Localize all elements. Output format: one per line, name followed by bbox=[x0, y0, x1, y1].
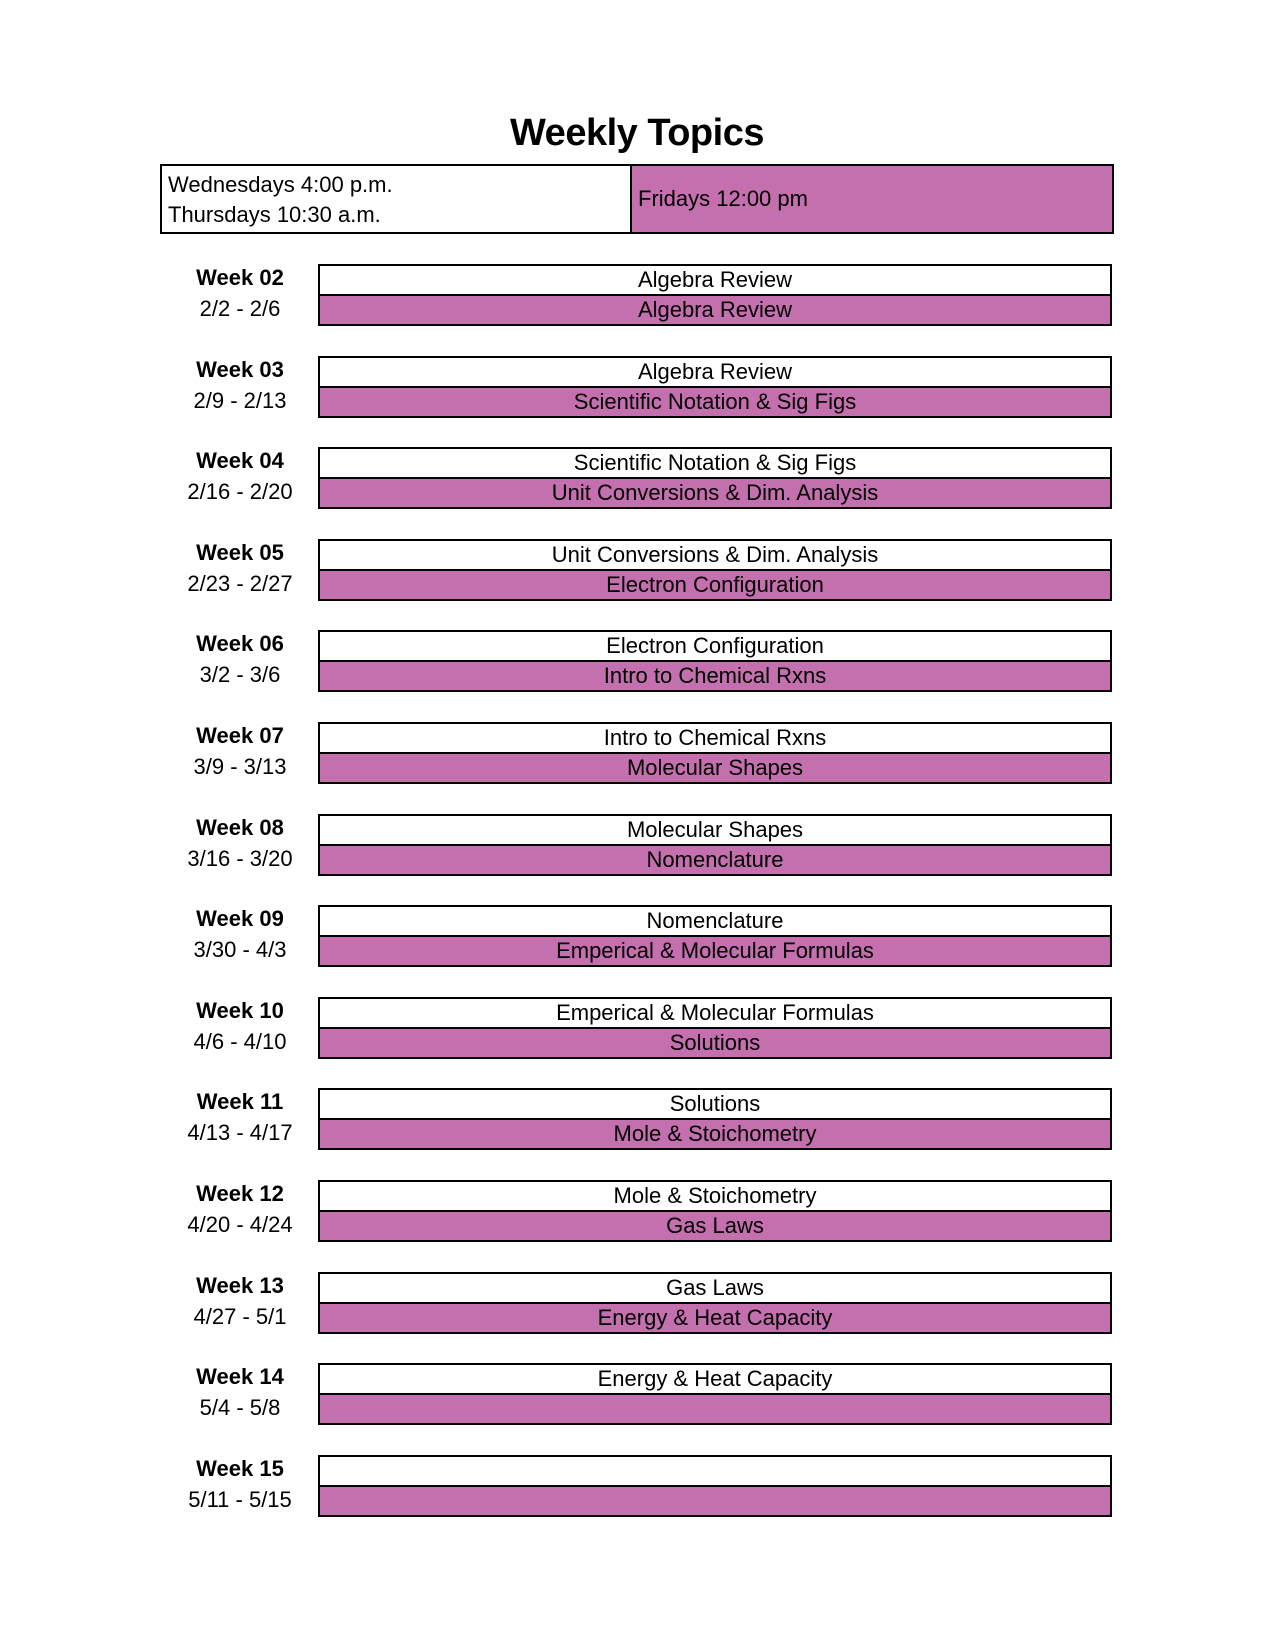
wed-topic-cell: Algebra Review bbox=[320, 358, 1110, 388]
wed-thu-sessions bbox=[162, 166, 632, 232]
week-dates: 2/9 - 2/13 bbox=[193, 387, 287, 413]
wed-topic-cell bbox=[320, 1457, 1110, 1487]
week-row bbox=[160, 1362, 1112, 1454]
week-row bbox=[160, 263, 1112, 355]
fri-topic-cell: Gas Laws bbox=[320, 1212, 1110, 1240]
wed-topic-cell: Nomenclature bbox=[320, 907, 1110, 937]
week-dates: 2/16 - 2/20 bbox=[187, 479, 293, 505]
wed-topic-cell: Electron Configuration bbox=[320, 632, 1110, 662]
fri-topic-cell: Electron Configuration bbox=[320, 571, 1110, 599]
week-dates: 3/30 - 4/3 bbox=[193, 937, 287, 963]
week-row bbox=[160, 629, 1112, 721]
week-name: Week 15 bbox=[196, 1455, 284, 1481]
week-row bbox=[160, 904, 1112, 996]
week-topics bbox=[318, 814, 1112, 876]
week-topics bbox=[318, 1272, 1112, 1334]
fri-topic-cell: Molecular Shapes bbox=[320, 754, 1110, 782]
week-topics bbox=[318, 1088, 1112, 1150]
week-topics bbox=[318, 539, 1112, 601]
wed-topic-cell: Emperical & Molecular Formulas bbox=[320, 999, 1110, 1029]
week-name: Week 03 bbox=[196, 356, 284, 382]
week-label bbox=[160, 446, 320, 508]
week-label bbox=[160, 1362, 320, 1424]
week-row bbox=[160, 1087, 1112, 1179]
week-label bbox=[160, 629, 320, 691]
week-dates: 5/4 - 5/8 bbox=[199, 1395, 281, 1421]
session-times-header bbox=[160, 164, 1114, 234]
week-topics bbox=[318, 264, 1112, 326]
week-name: Week 08 bbox=[196, 814, 284, 840]
friday-session-label: Fridays 12:00 pm bbox=[638, 186, 808, 211]
week-label bbox=[160, 538, 320, 600]
week-dates: 2/2 - 2/6 bbox=[199, 296, 281, 321]
wed-topic-cell: Solutions bbox=[320, 1090, 1110, 1120]
week-dates: 4/27 - 5/1 bbox=[193, 1303, 287, 1329]
fri-topic-cell: Nomenclature bbox=[320, 846, 1110, 874]
week-row bbox=[160, 355, 1112, 447]
wed-topic-cell: Mole & Stoichometry bbox=[320, 1182, 1110, 1212]
wed-topic-cell: Intro to Chemical Rxns bbox=[320, 724, 1110, 754]
week-dates: 4/13 - 4/17 bbox=[187, 1120, 293, 1146]
fri-topic-cell: Solutions bbox=[320, 1029, 1110, 1057]
fri-topic-cell: Unit Conversions & Dim. Analysis bbox=[320, 479, 1110, 507]
week-name: Week 11 bbox=[196, 1089, 284, 1115]
week-name: Week 07 bbox=[196, 722, 284, 748]
wednesday-session-time: Wednesdays 4:00 p.m. bbox=[168, 172, 393, 197]
week-label bbox=[160, 355, 320, 417]
week-dates: 4/20 - 4/24 bbox=[187, 1211, 293, 1237]
week-topics bbox=[318, 1180, 1112, 1242]
week-list bbox=[160, 263, 1112, 1545]
week-dates: 4/6 - 4/10 bbox=[193, 1028, 287, 1054]
week-name: Week 09 bbox=[196, 906, 284, 932]
wed-topic-cell: Gas Laws bbox=[320, 1274, 1110, 1304]
week-dates: 3/9 - 3/13 bbox=[193, 753, 287, 779]
week-row bbox=[160, 446, 1112, 538]
week-name: Week 06 bbox=[196, 631, 284, 657]
page-title: Weekly Topics bbox=[510, 112, 764, 154]
week-topics bbox=[318, 447, 1112, 509]
week-label bbox=[160, 996, 320, 1058]
week-label bbox=[160, 813, 320, 875]
week-name: Week 10 bbox=[196, 997, 284, 1023]
fri-topic-cell bbox=[320, 1487, 1110, 1515]
week-name: Week 13 bbox=[196, 1272, 284, 1298]
fri-topic-cell: Energy & Heat Capacity bbox=[320, 1304, 1110, 1332]
fri-topic-cell: Intro to Chemical Rxns bbox=[320, 662, 1110, 690]
fri-topic-cell: Algebra Review bbox=[320, 296, 1110, 324]
week-label bbox=[160, 263, 320, 325]
wed-topic-cell: Algebra Review bbox=[320, 266, 1110, 296]
wed-topic-cell: Energy & Heat Capacity bbox=[320, 1365, 1110, 1395]
fri-topic-cell: Mole & Stoichometry bbox=[320, 1120, 1110, 1148]
week-name: Week 05 bbox=[196, 539, 284, 565]
week-topics bbox=[318, 1363, 1112, 1425]
week-label bbox=[160, 1271, 320, 1333]
week-dates: 3/2 - 3/6 bbox=[199, 662, 281, 688]
week-topics bbox=[318, 630, 1112, 692]
thursday-session-time: Thursdays 10:30 a.m. bbox=[168, 202, 381, 227]
week-name: Week 12 bbox=[196, 1180, 284, 1206]
fri-topic-cell: Emperical & Molecular Formulas bbox=[320, 937, 1110, 965]
week-label bbox=[160, 1087, 320, 1149]
week-label bbox=[160, 1179, 320, 1241]
week-row bbox=[160, 813, 1112, 905]
week-label bbox=[160, 1454, 320, 1516]
wed-topic-cell: Scientific Notation & Sig Figs bbox=[320, 449, 1110, 479]
week-dates: 5/11 - 5/15 bbox=[188, 1486, 292, 1512]
friday-session-time bbox=[632, 166, 1112, 232]
week-row bbox=[160, 1271, 1112, 1363]
week-name: Week 02 bbox=[196, 265, 284, 290]
week-name: Week 14 bbox=[196, 1364, 284, 1390]
fri-topic-cell: Scientific Notation & Sig Figs bbox=[320, 388, 1110, 416]
week-topics bbox=[318, 1455, 1112, 1517]
week-label bbox=[160, 721, 320, 783]
week-label bbox=[160, 904, 320, 966]
week-row bbox=[160, 1179, 1112, 1271]
week-row bbox=[160, 538, 1112, 630]
week-topics bbox=[318, 356, 1112, 418]
week-dates: 3/16 - 3/20 bbox=[187, 845, 293, 871]
week-topics bbox=[318, 722, 1112, 784]
week-name: Week 04 bbox=[196, 448, 284, 474]
wed-topic-cell: Molecular Shapes bbox=[320, 816, 1110, 846]
week-row bbox=[160, 1454, 1112, 1546]
week-topics bbox=[318, 905, 1112, 967]
week-topics bbox=[318, 997, 1112, 1059]
fri-topic-cell bbox=[320, 1395, 1110, 1423]
wed-topic-cell: Unit Conversions & Dim. Analysis bbox=[320, 541, 1110, 571]
week-dates: 2/23 - 2/27 bbox=[187, 570, 293, 596]
week-row bbox=[160, 996, 1112, 1088]
week-row bbox=[160, 721, 1112, 813]
